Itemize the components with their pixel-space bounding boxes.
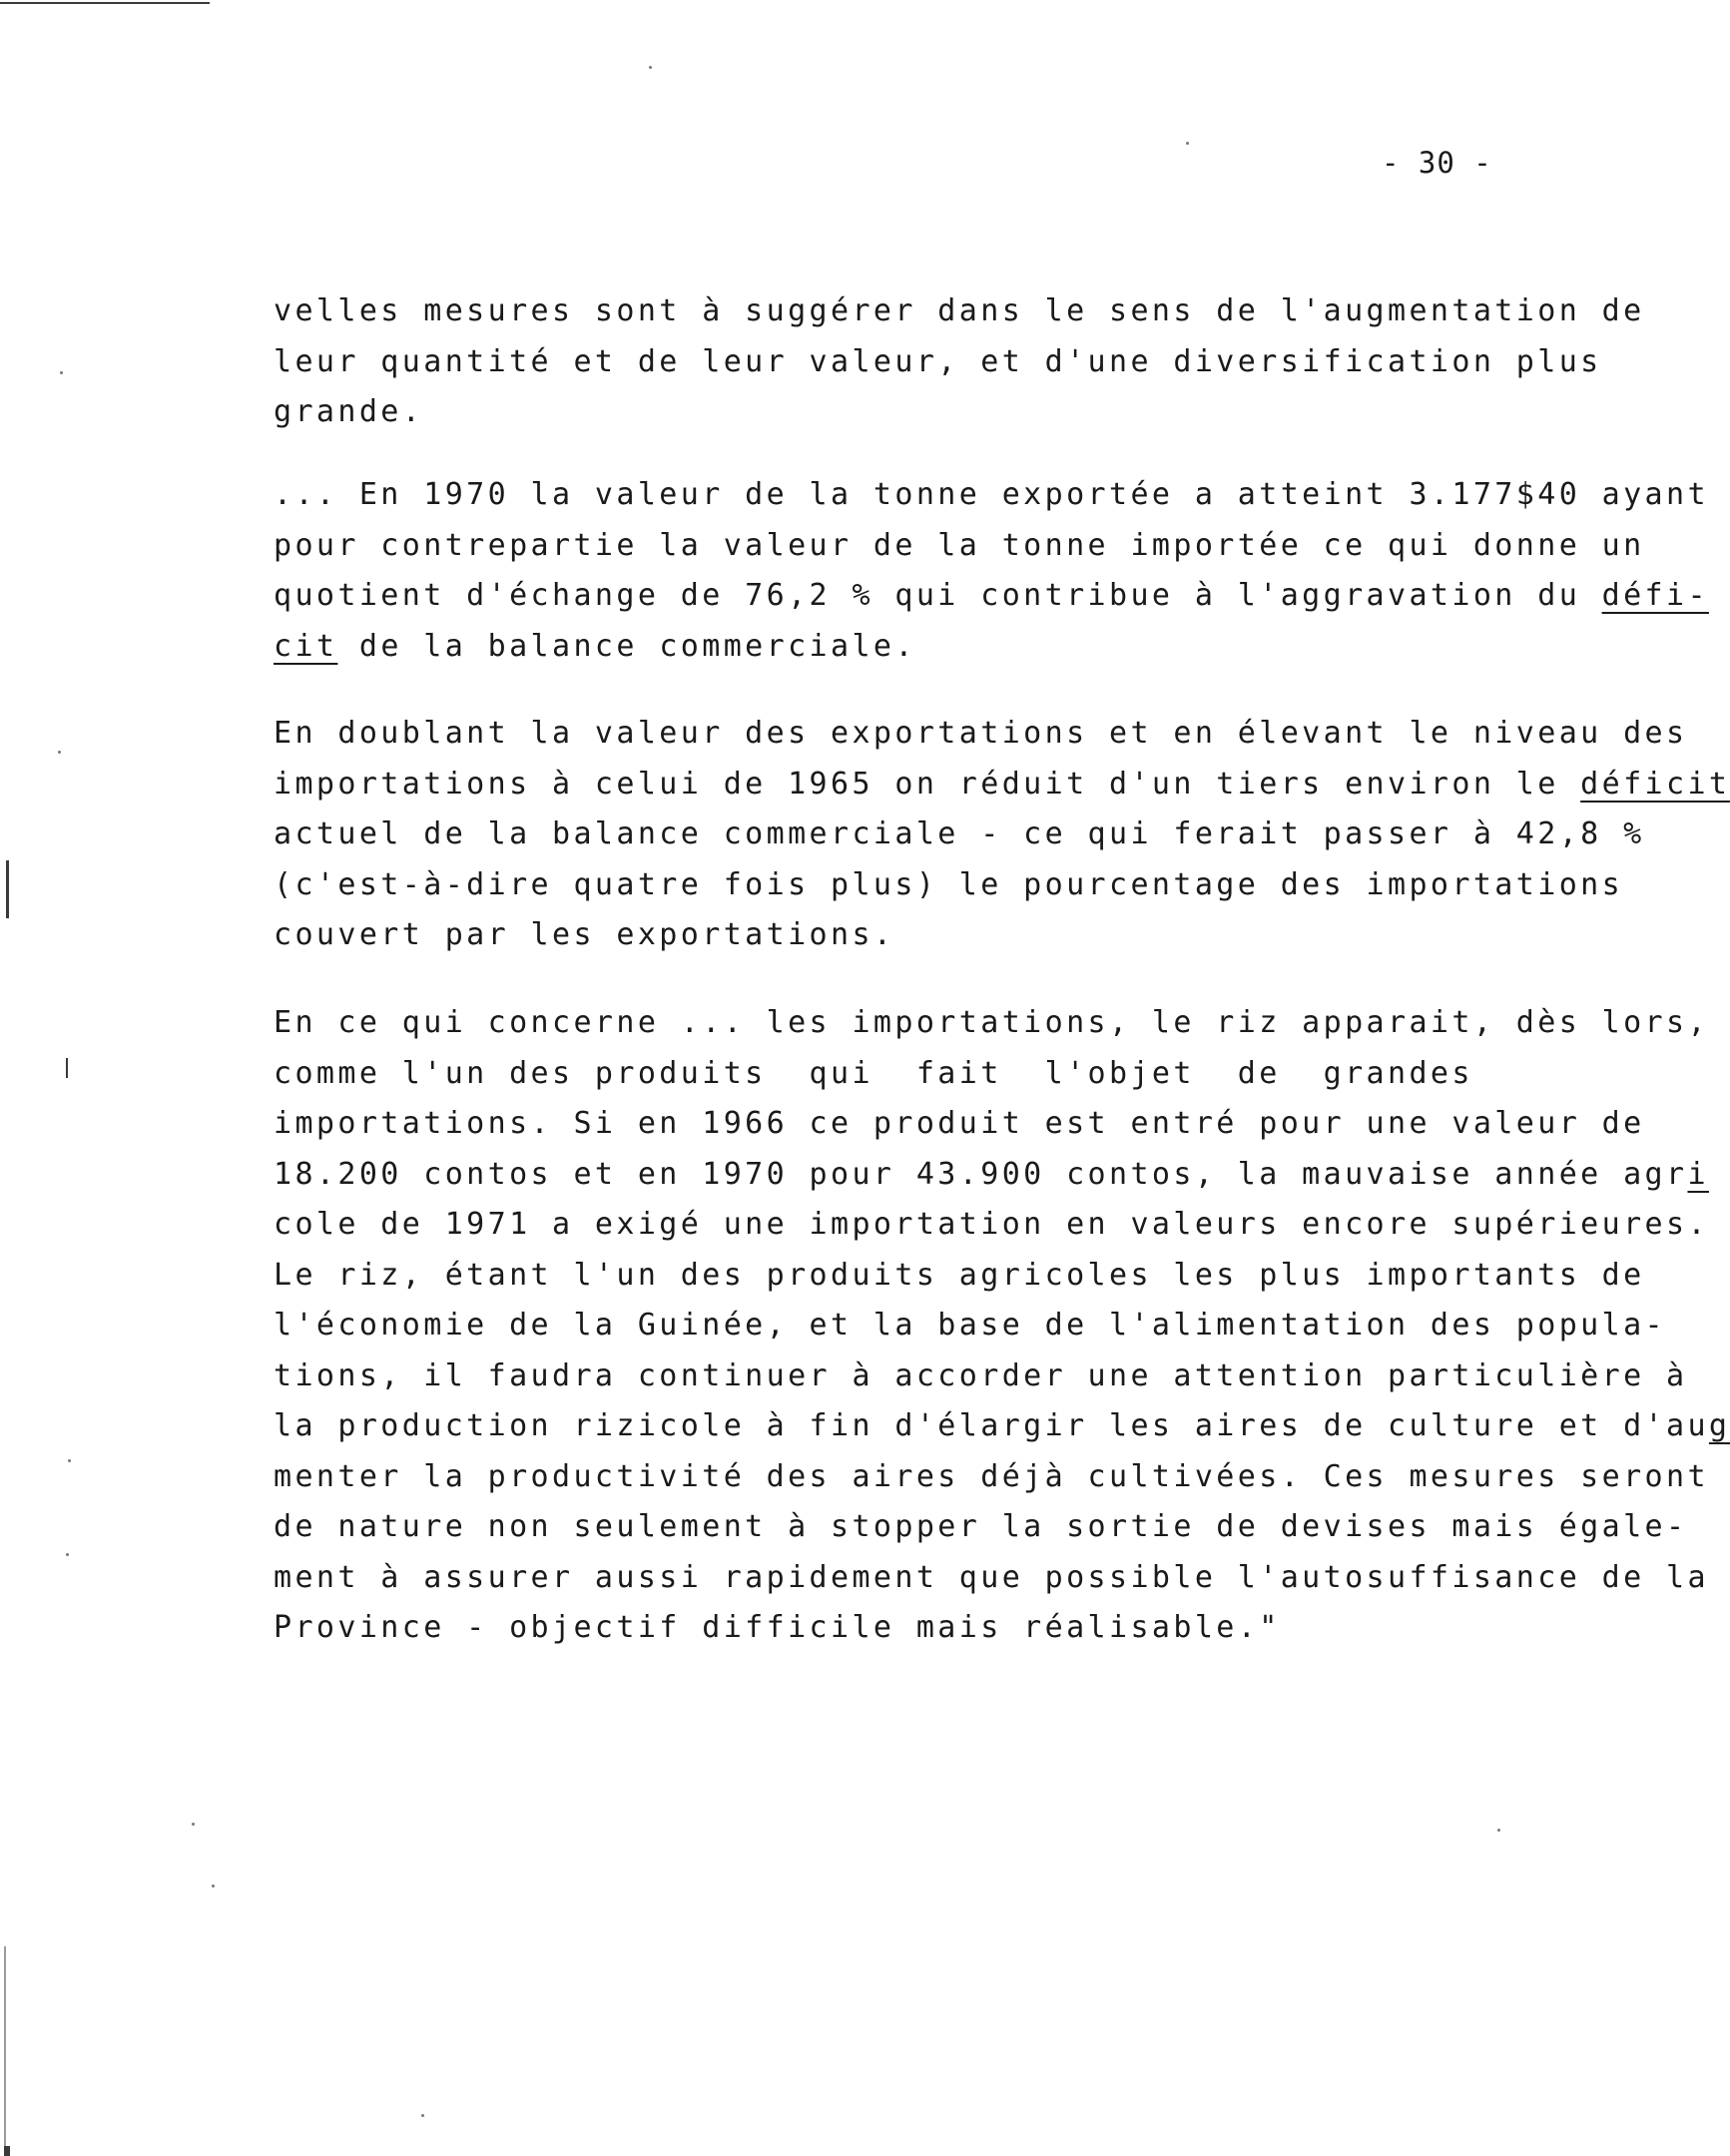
text-segment: importations. Si en 1966 ce produit est entré pour une valeur de bbox=[274, 1106, 1645, 1141]
text-segment: grande. bbox=[274, 394, 424, 429]
speck bbox=[58, 751, 61, 754]
text-segment: actuel de la balance commerciale - ce qui ferait passer à 42,8 % bbox=[274, 816, 1645, 851]
speck bbox=[192, 1823, 195, 1826]
text-segment: tions, il faudra continuer à accorder une attention particulière à bbox=[274, 1357, 1688, 1393]
paragraph-2 bbox=[274, 470, 1709, 672]
scan-edge-line bbox=[4, 1946, 6, 2146]
text-line bbox=[274, 1301, 1730, 1351]
text-segment: 18.200 contos et en 1970 pour 43.900 contos, la mauvaise année agr bbox=[274, 1156, 1688, 1192]
page-number: - 30 - bbox=[1382, 146, 1492, 180]
text-line bbox=[274, 910, 1730, 961]
paragraph-3 bbox=[274, 709, 1730, 961]
corner-blot bbox=[4, 2146, 10, 2156]
text-segment: l'économie de la Guinée, et la base de l'alimentation des popula- bbox=[274, 1308, 1666, 1343]
text-segment: de la balance commerciale. bbox=[337, 628, 916, 664]
text-line bbox=[274, 1452, 1730, 1503]
text-segment: comme l'un des produits qui fait l'objet de grandes bbox=[274, 1055, 1473, 1091]
text-segment: ment à assurer aussi rapidement que possible l'autosuffisance de la bbox=[274, 1559, 1709, 1595]
text-line bbox=[274, 1150, 1730, 1201]
text-segment: ... En 1970 la valeur de la tonne exportée a atteint 3.177$40 ayant bbox=[274, 477, 1709, 512]
underlined-text: défi- bbox=[1601, 578, 1709, 613]
text-line bbox=[274, 286, 1645, 337]
text-line bbox=[274, 809, 1730, 860]
text-line bbox=[274, 1099, 1730, 1150]
text-line bbox=[274, 709, 1730, 760]
underlined-text: déficit bbox=[1580, 766, 1730, 802]
text-line bbox=[274, 571, 1709, 622]
text-line bbox=[274, 470, 1709, 521]
text-line bbox=[274, 1049, 1730, 1100]
speck bbox=[649, 66, 652, 69]
text-line bbox=[274, 622, 1709, 673]
text-line bbox=[274, 337, 1645, 388]
text-segment: la production rizicole à fin d'élargir les aires de culture et d'au bbox=[274, 1408, 1709, 1443]
text-line bbox=[274, 860, 1730, 911]
text-segment: pour contrepartie la valeur de la tonne importée ce qui donne un bbox=[274, 527, 1645, 563]
paragraph-1 bbox=[274, 286, 1645, 438]
text-line bbox=[274, 1251, 1730, 1302]
speck bbox=[1497, 1829, 1500, 1832]
text-segment: (c'est-à-dire quatre fois plus) le pourcentage des importations bbox=[274, 866, 1624, 902]
text-segment: menter la productivité des aires déjà cultivées. Ces mesures seront bbox=[274, 1458, 1709, 1494]
underlined-text: g bbox=[1708, 1408, 1730, 1443]
speck bbox=[421, 2114, 424, 2117]
text-segment: leur quantité et de leur valeur, et d'une diversification plus bbox=[274, 343, 1602, 379]
text-segment: de nature non seulement à stopper la sortie de devises mais égale- bbox=[274, 1509, 1688, 1544]
speck bbox=[68, 1459, 71, 1462]
text-segment: quotient d'échange de 76,2 % qui contribue à l'aggravation du bbox=[274, 578, 1602, 613]
speck bbox=[1186, 142, 1189, 145]
speck bbox=[212, 1885, 215, 1887]
text-line bbox=[274, 1603, 1730, 1654]
text-line bbox=[274, 387, 1645, 438]
text-segment: Le riz, étant l'un des produits agricoles les plus importants de bbox=[274, 1257, 1645, 1293]
text-line bbox=[274, 521, 1709, 572]
text-segment: velles mesures sont à suggérer dans le sens de l'augmentation de bbox=[274, 293, 1645, 328]
text-segment: En ce qui concerne ... les importations, le riz apparait, dès lors, bbox=[274, 1005, 1709, 1040]
paragraph-4 bbox=[274, 998, 1730, 1654]
speck bbox=[66, 1553, 69, 1556]
margin-tick-mark bbox=[66, 1058, 68, 1078]
underlined-text: i bbox=[1687, 1156, 1709, 1192]
text-line bbox=[274, 1553, 1730, 1604]
text-segment: Province - objectif difficile mais réalisable." bbox=[274, 1610, 1281, 1645]
text-segment: importations à celui de 1965 on réduit d'un tiers environ le bbox=[274, 766, 1581, 802]
underlined-text: cit bbox=[274, 628, 338, 664]
margin-bracket-mark bbox=[6, 860, 9, 918]
text-line bbox=[274, 998, 1730, 1049]
text-segment: cole de 1971 a exigé une importation en valeurs encore supérieures. bbox=[274, 1207, 1709, 1242]
text-segment: En doublant la valeur des exportations et en élevant le niveau des bbox=[274, 716, 1688, 751]
text-segment: couvert par les exportations. bbox=[274, 917, 895, 952]
scan-edge-line bbox=[0, 2, 210, 4]
text-line bbox=[274, 760, 1730, 810]
text-line bbox=[274, 1351, 1730, 1402]
speck bbox=[60, 371, 63, 374]
text-line bbox=[274, 1401, 1730, 1452]
text-line bbox=[274, 1200, 1730, 1251]
text-line bbox=[274, 1502, 1730, 1553]
